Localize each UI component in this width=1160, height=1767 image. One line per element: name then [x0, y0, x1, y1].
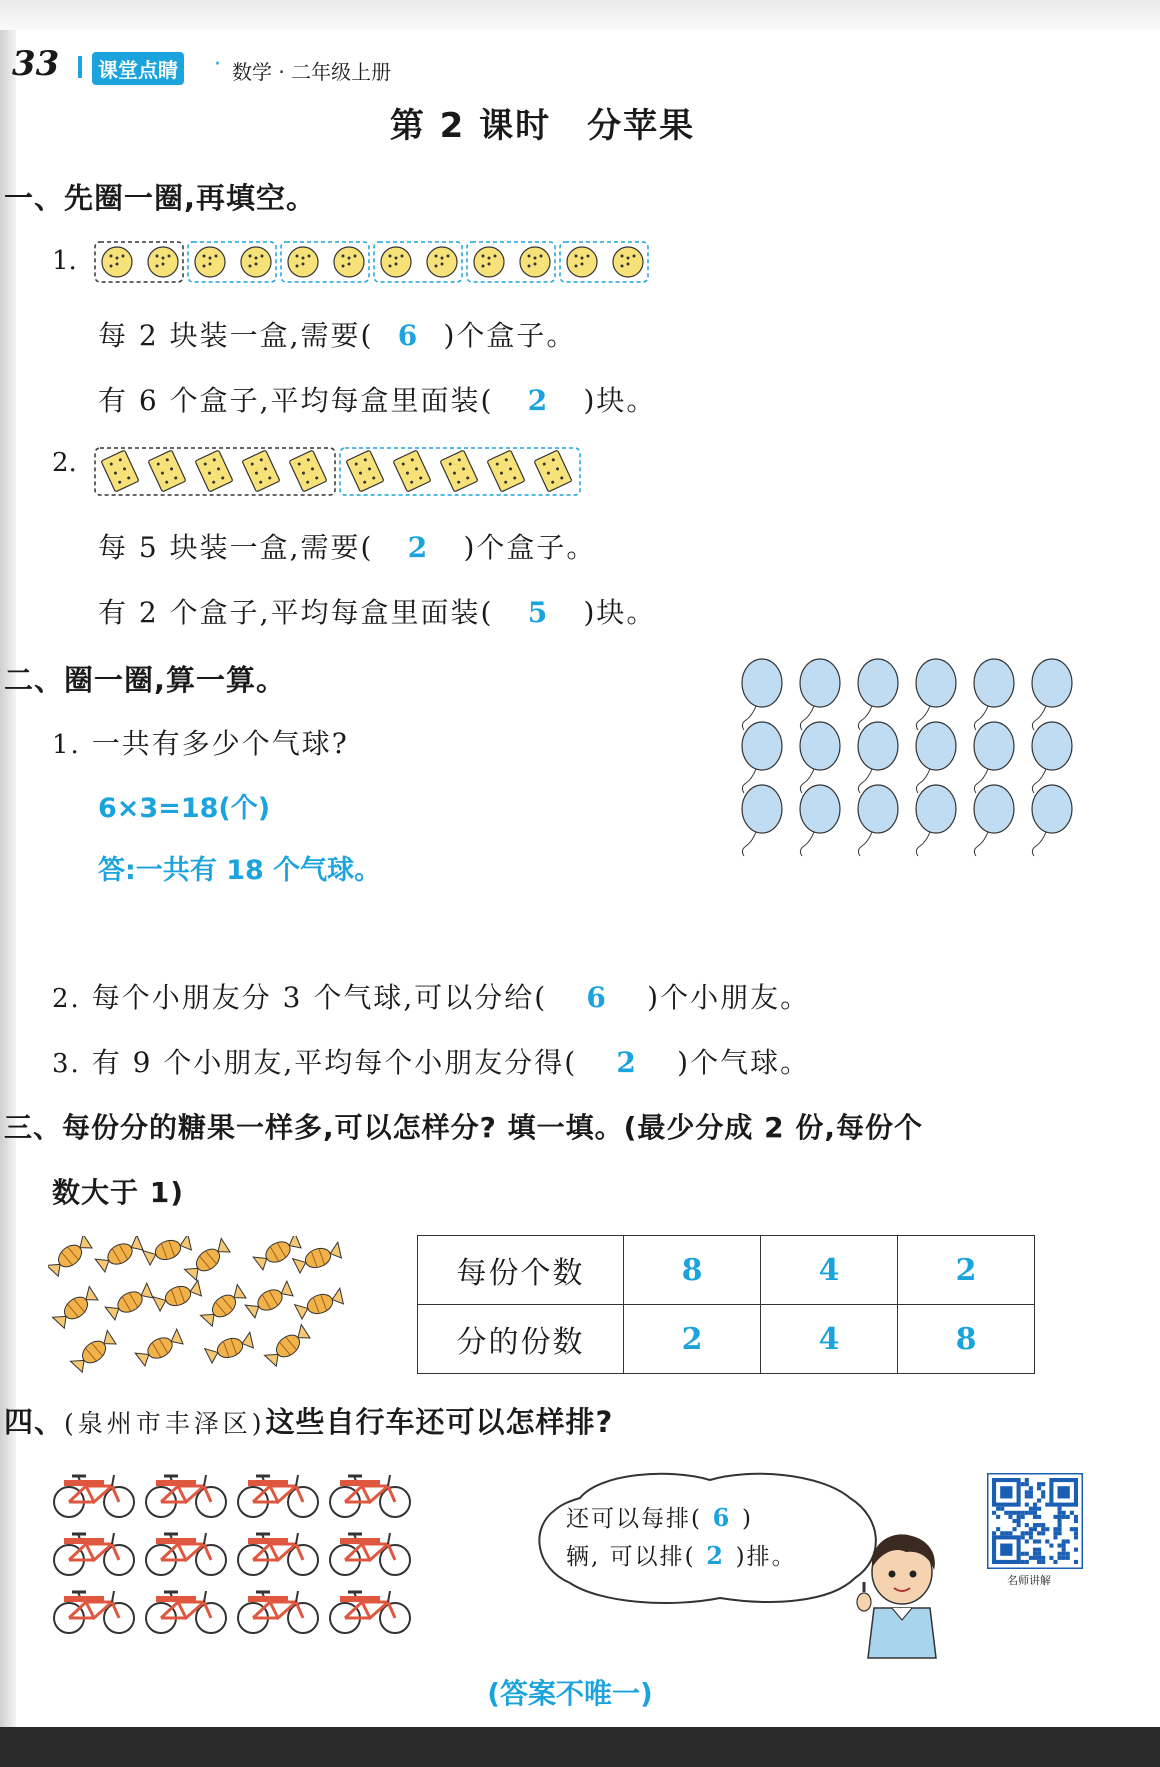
table-cell: 2: [898, 1236, 1035, 1305]
bubble-line1-post: ): [741, 1506, 753, 1532]
s2-q3-pre: 有 9 个小朋友,平均每个小朋友分得(: [91, 1046, 578, 1079]
s1-q1-number: 1.: [52, 246, 77, 276]
candy-illustration: [48, 1236, 358, 1376]
section1-heading: 一、先圈一圈,再填空。: [4, 181, 317, 215]
s2-q3-number: 3.: [52, 1049, 81, 1079]
footer-note: (答案不唯一): [487, 1677, 653, 1710]
header-badge: 课堂点睛: [92, 52, 184, 85]
s1-q2-answer1: 2: [407, 531, 430, 564]
header-accent-bar: [78, 56, 82, 78]
bicycle-illustration: [52, 1466, 424, 1642]
s1-q1-line2-post: )块。: [583, 384, 657, 417]
bubble-line2-pre: 辆, 可以排(: [566, 1544, 696, 1570]
bubble-line2: [566, 1538, 797, 1571]
s2-q2: [52, 976, 810, 1016]
table-cell: 8: [898, 1305, 1035, 1374]
section4-number: 四、: [4, 1405, 65, 1439]
qr-label: 名师讲解: [1007, 1574, 1051, 1587]
s1-q2-line1-pre: 每 5 块装一盒,需要(: [98, 531, 374, 564]
qr-code[interactable]: [987, 1473, 1083, 1569]
header-subject: 数学 · 二年级上册: [232, 60, 392, 84]
bubble-line1-pre: 还可以每排(: [566, 1506, 702, 1532]
s1-q2-line2-pre: 有 2 个盒子,平均每盒里面装(: [98, 596, 494, 629]
s2-q1-text: 一共有多少个气球?: [91, 727, 349, 760]
table-cell: 2: [624, 1305, 761, 1374]
table-cell: 4: [761, 1236, 898, 1305]
page-top-edge: [0, 0, 1160, 30]
balloon-illustration: [730, 655, 1090, 860]
s1-q2-line2: [98, 591, 656, 631]
s1-q1-answer2: 2: [527, 384, 550, 417]
section3-heading-line1: 三、每份分的糖果一样多,可以怎样分? 填一填。(最少分成 2 份,每份个: [4, 1111, 924, 1144]
s2-q2-answer: 6: [586, 981, 608, 1014]
cracker-illustration: [94, 446, 584, 498]
page-spine-shadow: [0, 30, 16, 1730]
s1-q1-line2: [98, 379, 656, 419]
s1-q1-line2-pre: 有 6 个盒子,平均每盒里面装(: [98, 384, 494, 417]
header-dot: ·: [214, 52, 221, 77]
s2-q1: [52, 722, 349, 762]
page-bottom-edge: [0, 1727, 1160, 1767]
row2-label: 分的份数: [418, 1305, 624, 1374]
s2-q3: [52, 1041, 810, 1081]
boy-illustration: [850, 1530, 950, 1665]
s2-q2-number: 2.: [52, 984, 81, 1014]
row1-label: 每份个数: [418, 1236, 624, 1305]
bubble-answer-rows: 2: [706, 1541, 725, 1570]
table-cell: 8: [624, 1236, 761, 1305]
table-row: [418, 1305, 1035, 1374]
section3-heading-line2: 数大于 1): [52, 1176, 185, 1209]
s1-q1-line1-post: )个盒子。: [443, 319, 577, 352]
section4-region: (泉州市丰泽区): [64, 1409, 266, 1438]
section4-heading: [4, 1400, 613, 1441]
section2-heading: 二、圈一圈,算一算。: [4, 663, 287, 697]
s1-q1-answer1: 6: [397, 319, 420, 352]
s2-q3-answer: 2: [616, 1046, 638, 1079]
s1-q1-line1-pre: 每 2 块装一盒,需要(: [98, 319, 374, 352]
s1-q2-number: 2.: [52, 448, 77, 478]
s1-q2-answer2: 5: [527, 596, 550, 629]
s1-q2-line1-post: )个盒子。: [463, 531, 597, 564]
bubble-line1: [566, 1500, 753, 1533]
s1-q2-line1: [98, 526, 596, 566]
s2-q2-pre: 每个小朋友分 3 个气球,可以分给(: [91, 981, 548, 1014]
table-cell: 4: [761, 1305, 898, 1374]
lesson-title: 第 2 课时 分苹果: [389, 106, 696, 146]
s1-q2-line2-post: )块。: [583, 596, 657, 629]
s1-q1-line1: [98, 314, 576, 354]
s2-q3-post: )个气球。: [677, 1046, 811, 1079]
s2-q2-post: )个小朋友。: [647, 981, 811, 1014]
s2-q1-number: 1.: [52, 730, 81, 760]
cookie-illustration: [94, 240, 656, 286]
page-number: 33: [12, 44, 60, 84]
division-table: [417, 1235, 1035, 1374]
s2-q1-answer: 答:一共有 18 个气球。: [98, 855, 382, 886]
section4-text: 这些自行车还可以怎样排?: [265, 1405, 614, 1439]
s2-q1-calculation: 6×3=18(个): [98, 793, 271, 824]
bubble-answer-per-row: 6: [712, 1503, 732, 1532]
bubble-line2-post: )排。: [735, 1544, 797, 1570]
table-row: [418, 1236, 1035, 1305]
